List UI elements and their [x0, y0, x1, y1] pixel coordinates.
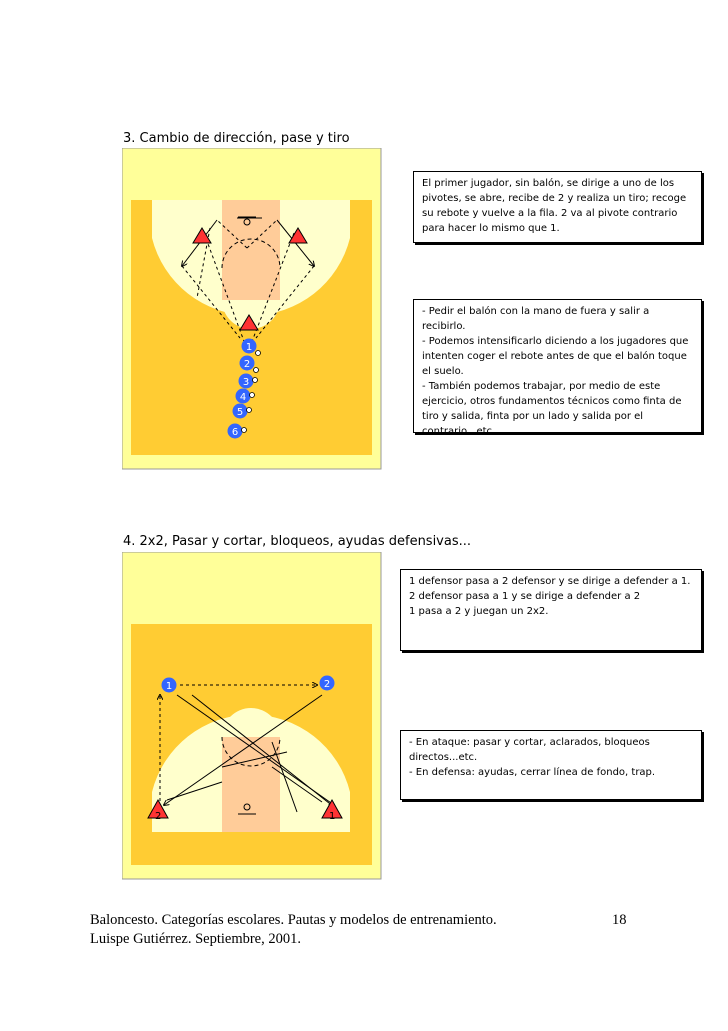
section-4-tip: - En defensa: ayudas, cerrar línea de fondo, trap.	[409, 767, 656, 778]
section-4-heading: 4. 2x2, Pasar y cortar, bloqueos, ayudas defensivas...	[123, 534, 472, 549]
section-4-tip: - En ataque: pasar y cortar, aclarados, bloqueos directos...etc.	[409, 737, 650, 763]
section-3-tips-box	[413, 299, 702, 437]
player-6-marker	[228, 424, 247, 439]
section-4-description-line: 1 pasa a 2 y juegan un 2x2.	[409, 606, 549, 617]
player-4-marker	[236, 389, 255, 404]
section-3-tip: - Podemos intensificarlo diciendo a los jugadores que intenten coger el rebote antes de que el balón toque el suelo.	[422, 336, 689, 377]
player-3-marker	[239, 374, 258, 389]
player-1-marker	[242, 339, 261, 356]
svg-text:6: 6	[231, 427, 239, 438]
section-3-tip: - Pedir el balón con la mano de fuera y salir a recibirlo.	[422, 306, 650, 332]
court-1-players	[122, 148, 382, 470]
page-number: 18	[612, 912, 627, 928]
player-2-marker	[240, 356, 259, 373]
section-3-description: El primer jugador, sin balón, se dirige a uno de los pivotes, se abre, recibe de 2 y realiza un tiro; recoge su rebote y vuelve a la fila. 2 va al pivote contrario para hacer lo mismo que 1.	[422, 178, 687, 234]
defender-2-label: 2	[155, 811, 162, 822]
court-2-players	[122, 552, 382, 880]
section-4-description-line: 1 defensor pasa a 2 defensor y se dirige a defender a 1.	[409, 576, 691, 587]
section-3-heading: 3. Cambio de dirección, pase y tiro	[123, 131, 350, 146]
svg-text:4: 4	[239, 392, 247, 403]
footer-line-2: Luispe Gutiérrez. Septiembre, 2001.	[90, 931, 301, 947]
svg-text:3: 3	[242, 377, 250, 388]
section-4-tips-box	[400, 730, 702, 800]
svg-text:5: 5	[236, 407, 244, 418]
svg-text:1: 1	[165, 681, 173, 692]
attacker-1-marker	[162, 678, 177, 693]
svg-text:2: 2	[243, 359, 251, 370]
svg-text:2: 2	[323, 679, 331, 690]
player-5-marker	[233, 404, 252, 419]
section-4-description-line: 2 defensor pasa a 1 y se dirige a defender a 2	[409, 591, 641, 602]
footer-line-1: Baloncesto. Categorías escolares. Pautas y modelos de entrenamiento.	[90, 912, 497, 928]
section-3-tip: - También podemos trabajar, por medio de este ejercicio, otros fundamentos técnicos como finta de tiro y salida, finta por un lado y salida por el contrario...etc.	[422, 381, 682, 437]
attacker-2-marker	[320, 676, 335, 691]
svg-text:1: 1	[245, 342, 253, 353]
section-3-description-box	[413, 171, 702, 243]
section-4-description-box	[400, 569, 702, 651]
defender-1-label: 1	[329, 811, 336, 822]
